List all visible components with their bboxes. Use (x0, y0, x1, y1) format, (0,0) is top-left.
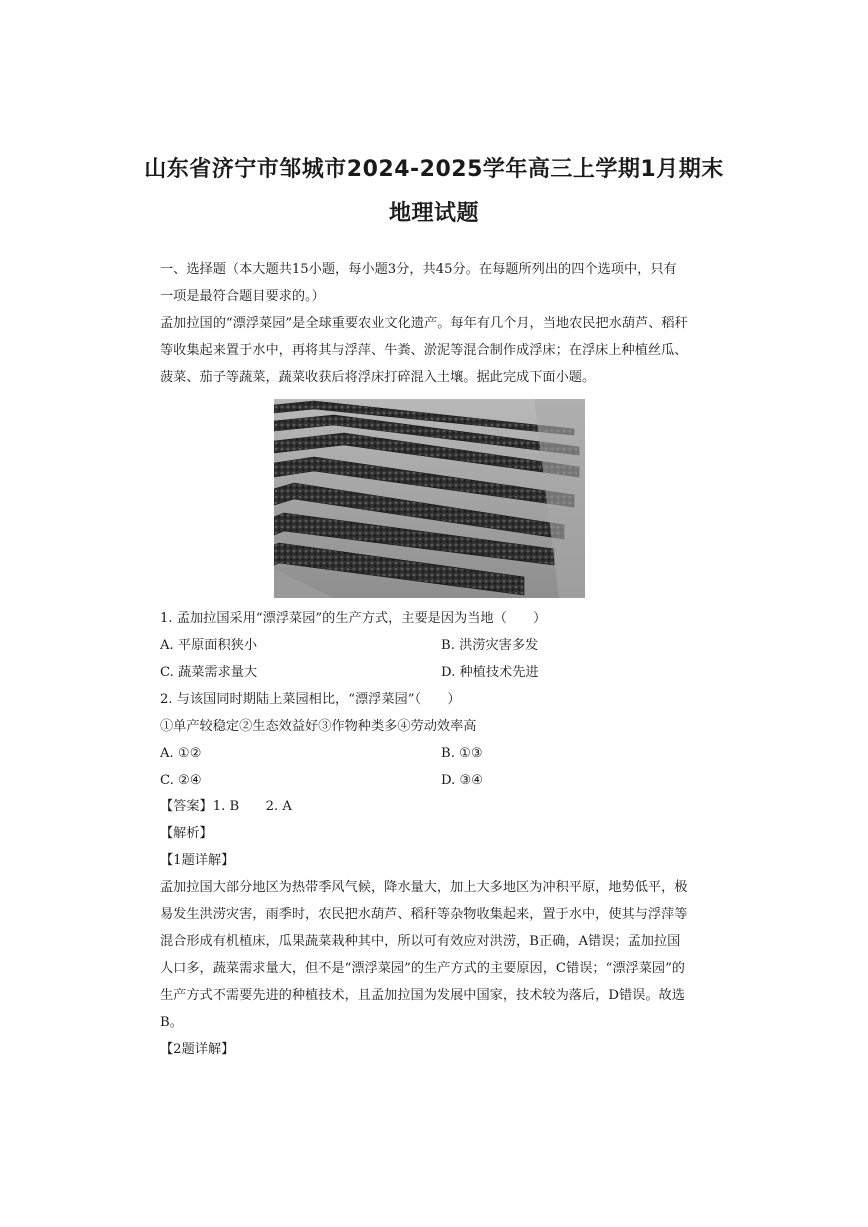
detail-1-label: 【1题详解】 (160, 853, 235, 868)
detail-1-line4: 人口多，蔬菜需求量大，但不是“漂浮菜园”的生产方式的主要原因，C错误；“漂浮菜园”的 (160, 961, 685, 976)
document-title-line1: 山东省济宁市邹城市2024-2025学年高三上学期1月期末 (144, 157, 724, 182)
question-2-option-a: A. ①② (160, 746, 202, 761)
question-2-stem: 2. 与该国同时期陆上菜园相比，“漂浮菜园”（ ） (160, 692, 461, 707)
question-2-items: ①单产较稳定②生态效益好③作物种类多④劳动效率高 (160, 719, 477, 734)
detail-1-line3: 混合形成有机植床，瓜果蔬菜栽种其中，所以可有效应对洪涝，B正确，A错误；孟加拉国 (160, 934, 681, 949)
floating-garden-photo (274, 399, 585, 598)
document-title-line2: 地理试题 (388, 201, 479, 226)
analysis-label: 【解析】 (160, 826, 213, 841)
question-1-stem: 1. 孟加拉国采用“漂浮菜园”的生产方式，主要是因为当地（ ） (160, 611, 547, 626)
question-1-option-d: D. 种植技术先进 (441, 665, 539, 680)
detail-1-line5: 生产方式不需要先进的种植技术，且孟加拉国为发展中国家，技术较为落后，D错误。故选 (160, 988, 685, 1003)
section-instruction-line1: 一、选择题（本大题共15小题，每小题3分，共45分。在每题所列出的四个选项中，只有 (160, 262, 677, 277)
answer-text: 1. B 2. A (212, 799, 292, 814)
answer-label: 【答案】 (160, 799, 213, 814)
section-instruction-line2: 一项是最符合题目要求的。） (160, 289, 325, 304)
material-line3: 菠菜、茄子等蔬菜，蔬菜收获后将浮床打碎混入土壤。据此完成下面小题。 (160, 370, 596, 385)
question-1-option-b: B. 洪涝灾害多发 (441, 638, 539, 653)
material-line1: 孟加拉国的“漂浮菜园”是全球重要农业文化遗产。每年有几个月，当地农民把水葫芦、稻秆 (160, 316, 688, 331)
question-2-option-c: C. ②④ (160, 773, 202, 788)
question-1-option-a: A. 平原面积狭小 (160, 638, 258, 653)
detail-2-label: 【2题详解】 (160, 1042, 235, 1057)
question-2-option-d: D. ③④ (441, 773, 484, 788)
detail-1-line6: B。 (160, 1015, 183, 1030)
detail-1-line2: 易发生洪涝灾害，雨季时，农民把水葫芦、稻秆等杂物收集起来，置于水中，使其与浮萍等 (160, 907, 688, 922)
detail-1-line1: 孟加拉国大部分地区为热带季风气候，降水量大，加上大多地区为冲积平原，地势低平，极 (160, 880, 688, 895)
question-2-option-b: B. ①③ (441, 746, 483, 761)
answer-line (160, 798, 710, 816)
material-line2: 等收集起来置于水中，再将其与浮萍、牛粪、淤泥等混合制作成浮床；在浮床上种植丝瓜、 (160, 343, 688, 358)
question-1-option-c: C. 蔬菜需求量大 (160, 665, 258, 680)
